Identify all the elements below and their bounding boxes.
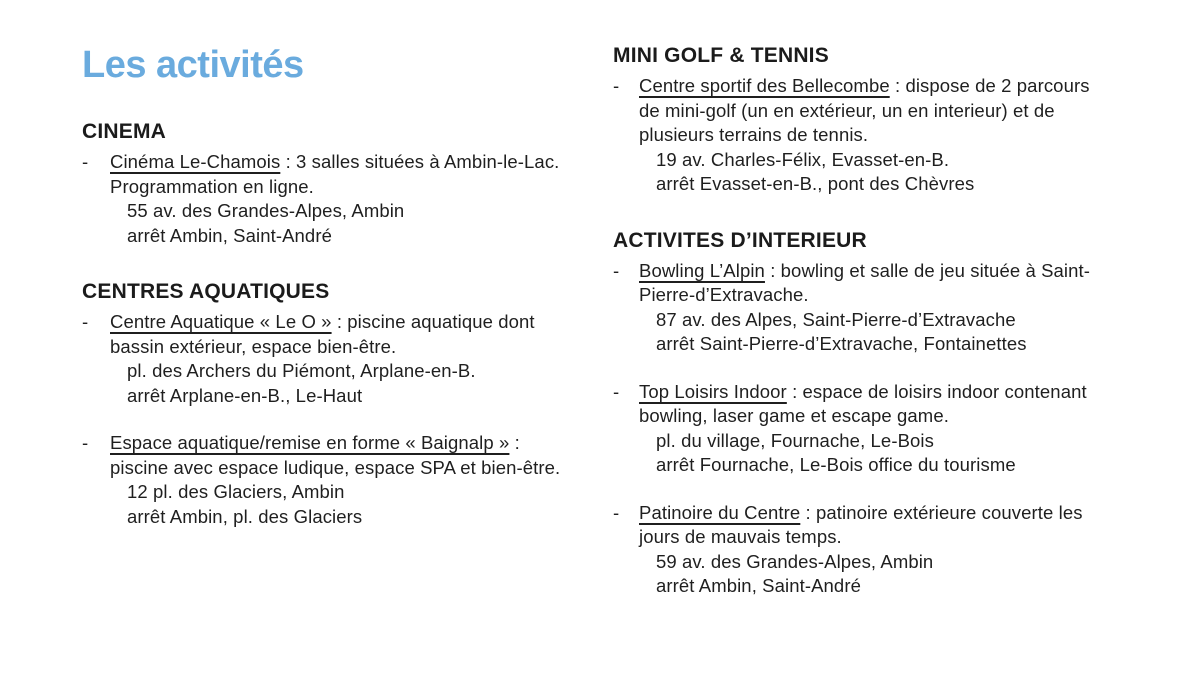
list-item <box>82 431 568 529</box>
venue-address: 55 av. des Grandes-Alpes, Ambin <box>127 200 405 221</box>
right-column <box>613 42 1093 629</box>
venue-name: Top Loisirs Indoor <box>639 380 787 402</box>
item-text <box>110 150 568 199</box>
venue-address: pl. du village, Fournache, Le-Bois <box>656 429 934 451</box>
item-text <box>110 310 568 359</box>
venue-name: Espace aquatique/remise en forme « Baignalp » <box>110 432 510 453</box>
venue-address: 12 pl. des Glaciers, Ambin <box>127 481 345 502</box>
bullet-dash: - <box>82 311 89 332</box>
venue-description: : patinoire extérieure couverte les jours de mauvais temps. <box>639 501 1083 547</box>
section-cinema <box>82 118 568 248</box>
item-body <box>110 431 568 529</box>
venue-description: : 3 salles situées à Ambin-le-Lac. Programmation en ligne. <box>110 151 560 197</box>
bullet-dash: - <box>613 75 620 96</box>
venue-name: Centre sportif des Bellecombe <box>639 75 890 96</box>
item-text <box>639 259 1093 308</box>
section-activites-interieur <box>613 227 1093 599</box>
list-item <box>82 310 568 408</box>
venue-description: : piscine aquatique dont bassin extérieur, espace bien-être. <box>110 311 535 357</box>
bullet-dash: - <box>82 432 89 453</box>
section-heading: MINI GOLF & TENNIS <box>613 44 829 67</box>
item-text <box>639 74 1093 148</box>
item-body <box>639 259 1093 357</box>
list-item <box>82 150 568 248</box>
venue-stop: arrêt Ambin, Saint-André <box>656 575 861 596</box>
list-item <box>613 380 1093 478</box>
item-body <box>639 380 1093 478</box>
venue-name: Bowling L’Alpin <box>639 259 765 281</box>
bullet-dash: - <box>613 259 620 281</box>
item-body <box>639 501 1093 599</box>
venue-description: : bowling et salle de jeu située à Saint-Pierre-d’Extravache. <box>639 259 1091 305</box>
item-text <box>639 501 1093 550</box>
item-body <box>639 74 1093 197</box>
item-body <box>110 310 568 408</box>
venue-description: : dispose de 2 parcours de mini-golf (un en extérieur, un en interieur) et de plusieurs terrains de tennis. <box>639 75 1090 145</box>
section-centres-aquatiques <box>82 278 568 529</box>
venue-stop: arrêt Arplane-en-B., Le-Haut <box>127 384 363 406</box>
venue-name: Centre Aquatique « Le O » <box>110 311 332 332</box>
section-heading: CINEMA <box>82 120 167 143</box>
venue-stop: arrêt Saint-Pierre-d’Extravache, Fontainettes <box>656 333 1027 354</box>
section-mini-golf-tennis <box>613 42 1093 197</box>
list-item <box>613 501 1093 599</box>
venue-address: 87 av. des Alpes, Saint-Pierre-d’Extravache <box>656 308 1016 330</box>
venue-description: : piscine avec espace ludique, espace SPA et bien-être. <box>110 432 561 478</box>
venue-stop: arrêt Ambin, pl. des Glaciers <box>127 505 363 527</box>
bullet-dash: - <box>613 501 620 523</box>
venue-name: Patinoire du Centre <box>639 501 801 523</box>
left-column <box>82 44 568 559</box>
bullet-dash: - <box>82 151 89 172</box>
item-text <box>639 380 1093 429</box>
item-text <box>110 431 568 480</box>
venue-stop: arrêt Fournache, Le-Bois office du tourisme <box>656 454 1016 475</box>
list-item <box>613 259 1093 357</box>
venue-address: 19 av. Charles-Félix, Evasset-en-B. <box>656 148 950 170</box>
item-body <box>110 150 568 248</box>
venue-name: Cinéma Le-Chamois <box>110 151 281 172</box>
venue-stop: arrêt Evasset-en-B., pont des Chèvres <box>656 173 975 194</box>
venue-address: pl. des Archers du Piémont, Arplane-en-B. <box>127 360 476 381</box>
page-title: Les activités <box>82 44 304 86</box>
list-item <box>613 74 1093 197</box>
venue-description: : espace de loisirs indoor contenant bowling, laser game et escape game. <box>639 380 1087 426</box>
venue-address: 59 av. des Grandes-Alpes, Ambin <box>656 550 934 572</box>
venue-stop: arrêt Ambin, Saint-André <box>127 224 332 246</box>
section-heading: ACTIVITES D’INTERIEUR <box>613 228 867 252</box>
section-heading: CENTRES AQUATIQUES <box>82 280 330 303</box>
bullet-dash: - <box>613 380 620 402</box>
